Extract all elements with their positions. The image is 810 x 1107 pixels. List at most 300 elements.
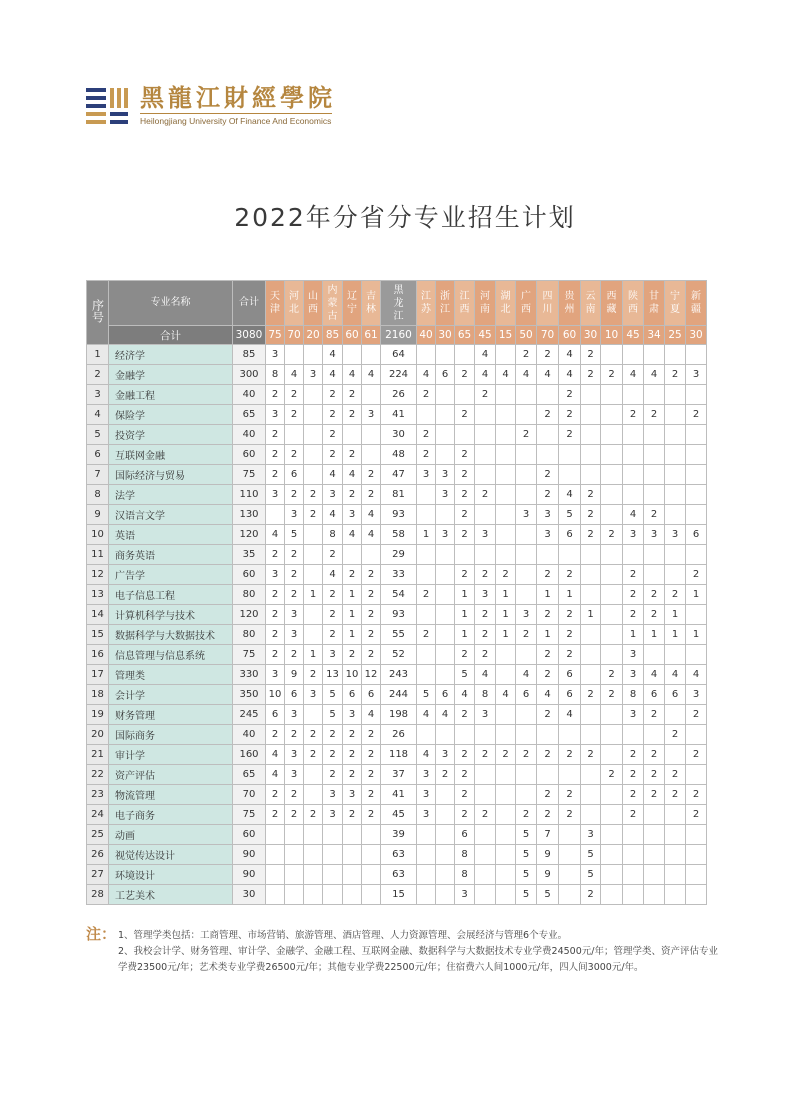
quota-cell: 3 bbox=[343, 785, 362, 805]
quota-cell bbox=[285, 345, 304, 365]
quota-cell: 2 bbox=[559, 565, 581, 585]
quota-cell: 2 bbox=[343, 805, 362, 825]
quota-cell: 2 bbox=[266, 605, 285, 625]
quota-cell: 4 bbox=[665, 665, 686, 685]
quota-cell: 2 bbox=[323, 425, 343, 445]
quota-cell: 5 bbox=[323, 705, 343, 725]
quota-cell bbox=[686, 425, 707, 445]
quota-cell: 5 bbox=[581, 865, 601, 885]
quota-cell bbox=[686, 345, 707, 365]
quota-cell bbox=[601, 645, 623, 665]
quota-cell: 30 bbox=[381, 425, 417, 445]
quota-cell bbox=[644, 825, 665, 845]
table-row bbox=[87, 805, 707, 825]
major-name: 计算机科学与技术 bbox=[109, 605, 233, 625]
quota-cell bbox=[436, 785, 455, 805]
province-header: 贵州 bbox=[559, 281, 581, 326]
quota-cell: 2 bbox=[537, 645, 559, 665]
quota-cell: 6 bbox=[285, 465, 304, 485]
row-number: 15 bbox=[87, 625, 109, 645]
quota-cell bbox=[581, 405, 601, 425]
quota-cell: 3 bbox=[266, 665, 285, 685]
quota-cell: 2 bbox=[537, 665, 559, 685]
major-total: 245 bbox=[233, 705, 266, 725]
province-header: 广西 bbox=[516, 281, 537, 326]
quota-cell: 1 bbox=[581, 605, 601, 625]
quota-cell: 3 bbox=[475, 525, 496, 545]
quota-cell bbox=[436, 505, 455, 525]
province-header: 河北 bbox=[285, 281, 304, 326]
row-number: 2 bbox=[87, 365, 109, 385]
quota-cell bbox=[436, 605, 455, 625]
quota-cell: 2 bbox=[323, 585, 343, 605]
quota-cell bbox=[516, 785, 537, 805]
major-name: 法学 bbox=[109, 485, 233, 505]
quota-cell bbox=[686, 465, 707, 485]
quota-cell: 55 bbox=[381, 625, 417, 645]
quota-cell: 2 bbox=[343, 645, 362, 665]
quota-cell bbox=[417, 405, 436, 425]
quota-cell bbox=[436, 725, 455, 745]
major-header: 专业名称 bbox=[109, 281, 233, 326]
major-name: 互联网金融 bbox=[109, 445, 233, 465]
quota-cell bbox=[665, 825, 686, 845]
quota-cell: 1 bbox=[343, 625, 362, 645]
quota-cell bbox=[304, 405, 323, 425]
quota-cell: 4 bbox=[475, 345, 496, 365]
quota-cell bbox=[475, 725, 496, 745]
quota-cell bbox=[601, 445, 623, 465]
quota-cell: 81 bbox=[381, 485, 417, 505]
quota-cell: 3 bbox=[623, 665, 644, 685]
quota-cell bbox=[516, 405, 537, 425]
quota-cell: 4 bbox=[323, 465, 343, 485]
major-total: 85 bbox=[233, 345, 266, 365]
quota-cell bbox=[285, 885, 304, 905]
province-header: 黑龙江 bbox=[381, 281, 417, 326]
province-total: 34 bbox=[644, 326, 665, 345]
row-number: 11 bbox=[87, 545, 109, 565]
province-header: 云南 bbox=[581, 281, 601, 326]
row-number: 14 bbox=[87, 605, 109, 625]
quota-cell: 2 bbox=[362, 785, 381, 805]
quota-cell: 4 bbox=[537, 685, 559, 705]
quota-cell: 2 bbox=[455, 705, 475, 725]
quota-cell bbox=[417, 605, 436, 625]
quota-cell: 3 bbox=[285, 505, 304, 525]
quota-cell: 2 bbox=[266, 785, 285, 805]
province-total: 60 bbox=[343, 326, 362, 345]
quota-cell bbox=[581, 805, 601, 825]
quota-cell bbox=[362, 385, 381, 405]
province-header: 四川 bbox=[537, 281, 559, 326]
quota-cell bbox=[436, 845, 455, 865]
quota-cell: 2 bbox=[581, 505, 601, 525]
quota-cell bbox=[343, 825, 362, 845]
quota-cell: 2 bbox=[343, 445, 362, 465]
quota-cell bbox=[496, 765, 516, 785]
quota-cell bbox=[537, 425, 559, 445]
row-number: 3 bbox=[87, 385, 109, 405]
quota-cell: 3 bbox=[266, 565, 285, 585]
quota-cell: 58 bbox=[381, 525, 417, 545]
quota-cell bbox=[496, 485, 516, 505]
major-total: 120 bbox=[233, 525, 266, 545]
quota-cell: 3 bbox=[475, 585, 496, 605]
row-number: 1 bbox=[87, 345, 109, 365]
quota-cell bbox=[601, 825, 623, 845]
quota-cell bbox=[665, 385, 686, 405]
quota-cell: 7 bbox=[537, 825, 559, 845]
quota-cell bbox=[455, 545, 475, 565]
quota-cell bbox=[496, 665, 516, 685]
notes-label: 注： bbox=[86, 925, 117, 943]
quota-cell: 4 bbox=[623, 505, 644, 525]
logo-chinese-name: 黑龍江財經學院 bbox=[140, 83, 336, 112]
quota-cell bbox=[665, 485, 686, 505]
quota-cell bbox=[581, 785, 601, 805]
quota-cell bbox=[601, 465, 623, 485]
total-row-sum: 3080 bbox=[233, 326, 266, 345]
quota-cell: 3 bbox=[417, 465, 436, 485]
quota-cell: 2 bbox=[362, 805, 381, 825]
province-total: 40 bbox=[417, 326, 436, 345]
quota-cell bbox=[475, 445, 496, 465]
quota-cell bbox=[436, 645, 455, 665]
quota-cell: 2 bbox=[686, 565, 707, 585]
quota-cell: 3 bbox=[285, 765, 304, 785]
quota-cell: 2 bbox=[362, 565, 381, 585]
major-name: 汉语言文学 bbox=[109, 505, 233, 525]
major-name: 环境设计 bbox=[109, 865, 233, 885]
quota-cell bbox=[496, 345, 516, 365]
quota-cell bbox=[455, 425, 475, 445]
table-row bbox=[87, 425, 707, 445]
quota-cell: 93 bbox=[381, 605, 417, 625]
quota-cell: 6 bbox=[559, 685, 581, 705]
quota-cell: 4 bbox=[417, 365, 436, 385]
quota-cell: 2 bbox=[623, 745, 644, 765]
quota-cell: 3 bbox=[475, 705, 496, 725]
province-total: 75 bbox=[266, 326, 285, 345]
quota-cell bbox=[496, 445, 516, 465]
quota-cell bbox=[686, 725, 707, 745]
quota-cell: 2 bbox=[323, 545, 343, 565]
quota-cell bbox=[644, 725, 665, 745]
quota-cell: 1 bbox=[537, 585, 559, 605]
quota-cell: 2 bbox=[686, 405, 707, 425]
quota-cell: 5 bbox=[559, 505, 581, 525]
quota-cell: 2 bbox=[537, 405, 559, 425]
quota-cell bbox=[436, 625, 455, 645]
quota-cell: 2 bbox=[417, 385, 436, 405]
quota-cell bbox=[516, 705, 537, 725]
quota-cell bbox=[475, 785, 496, 805]
quota-cell: 2 bbox=[285, 805, 304, 825]
quota-cell bbox=[601, 785, 623, 805]
quota-cell bbox=[559, 845, 581, 865]
quota-cell bbox=[304, 785, 323, 805]
quota-cell: 2 bbox=[623, 805, 644, 825]
quota-cell: 5 bbox=[516, 845, 537, 865]
quota-cell: 2 bbox=[581, 365, 601, 385]
quota-cell: 6 bbox=[665, 685, 686, 705]
quota-cell: 2 bbox=[559, 405, 581, 425]
table-row bbox=[87, 525, 707, 545]
quota-cell: 2 bbox=[665, 785, 686, 805]
quota-cell bbox=[496, 545, 516, 565]
quota-cell: 3 bbox=[665, 525, 686, 545]
major-name: 管理类 bbox=[109, 665, 233, 685]
quota-cell: 4 bbox=[455, 685, 475, 705]
quota-cell: 2 bbox=[323, 385, 343, 405]
quota-cell: 2 bbox=[475, 385, 496, 405]
quota-cell bbox=[266, 845, 285, 865]
table-row bbox=[87, 625, 707, 645]
quota-cell: 2 bbox=[686, 785, 707, 805]
major-name: 投资学 bbox=[109, 425, 233, 445]
quota-cell: 2 bbox=[285, 545, 304, 565]
quota-cell: 2 bbox=[559, 785, 581, 805]
major-name: 国际商务 bbox=[109, 725, 233, 745]
major-total: 90 bbox=[233, 845, 266, 865]
quota-cell bbox=[601, 565, 623, 585]
quota-cell: 2 bbox=[266, 545, 285, 565]
row-number: 17 bbox=[87, 665, 109, 685]
quota-cell: 2 bbox=[417, 445, 436, 465]
quota-cell bbox=[686, 645, 707, 665]
quota-cell bbox=[581, 565, 601, 585]
quota-cell bbox=[665, 425, 686, 445]
quota-cell bbox=[581, 665, 601, 685]
quota-cell bbox=[304, 765, 323, 785]
quota-cell: 2 bbox=[304, 745, 323, 765]
quota-cell: 4 bbox=[323, 505, 343, 525]
quota-cell: 3 bbox=[455, 885, 475, 905]
quota-cell: 47 bbox=[381, 465, 417, 485]
quota-cell: 1 bbox=[455, 585, 475, 605]
major-total: 350 bbox=[233, 685, 266, 705]
quota-cell bbox=[496, 725, 516, 745]
quota-cell: 4 bbox=[475, 365, 496, 385]
major-total: 75 bbox=[233, 805, 266, 825]
quota-cell: 4 bbox=[537, 365, 559, 385]
quota-cell bbox=[304, 885, 323, 905]
quota-cell bbox=[601, 485, 623, 505]
quota-cell bbox=[362, 885, 381, 905]
page-title: 2022年分省分专业招生计划 bbox=[234, 203, 576, 232]
table-row bbox=[87, 585, 707, 605]
major-total: 80 bbox=[233, 625, 266, 645]
quota-cell: 9 bbox=[285, 665, 304, 685]
quota-cell bbox=[304, 565, 323, 585]
quota-cell: 6 bbox=[343, 685, 362, 705]
quota-cell: 2 bbox=[475, 645, 496, 665]
quota-cell: 2 bbox=[475, 805, 496, 825]
quota-cell bbox=[665, 465, 686, 485]
quota-cell bbox=[581, 625, 601, 645]
major-name: 经济学 bbox=[109, 345, 233, 365]
quota-cell: 2 bbox=[537, 345, 559, 365]
quota-cell: 3 bbox=[436, 745, 455, 765]
major-name: 审计学 bbox=[109, 745, 233, 765]
major-name: 资产评估 bbox=[109, 765, 233, 785]
quota-cell: 3 bbox=[323, 805, 343, 825]
quota-cell: 2 bbox=[623, 605, 644, 625]
quota-cell: 5 bbox=[581, 845, 601, 865]
province-total: 20 bbox=[304, 326, 323, 345]
row-number: 6 bbox=[87, 445, 109, 465]
quota-cell: 2 bbox=[285, 585, 304, 605]
quota-cell bbox=[686, 825, 707, 845]
table-row bbox=[87, 645, 707, 665]
quota-cell bbox=[362, 345, 381, 365]
quota-cell: 2 bbox=[455, 565, 475, 585]
quota-cell bbox=[417, 845, 436, 865]
quota-cell bbox=[304, 345, 323, 365]
quota-cell: 3 bbox=[417, 805, 436, 825]
quota-cell bbox=[304, 525, 323, 545]
quota-cell: 2 bbox=[623, 765, 644, 785]
province-total: 30 bbox=[686, 326, 707, 345]
quota-cell bbox=[436, 865, 455, 885]
quota-cell: 1 bbox=[304, 645, 323, 665]
row-number: 8 bbox=[87, 485, 109, 505]
quota-cell bbox=[623, 385, 644, 405]
quota-cell: 8 bbox=[266, 365, 285, 385]
quota-cell: 2 bbox=[601, 665, 623, 685]
quota-cell bbox=[475, 545, 496, 565]
quota-cell: 3 bbox=[304, 365, 323, 385]
quota-cell bbox=[644, 645, 665, 665]
quota-cell bbox=[362, 545, 381, 565]
quota-cell bbox=[581, 465, 601, 485]
quota-cell bbox=[665, 705, 686, 725]
quota-cell: 3 bbox=[266, 405, 285, 425]
major-name: 国际经济与贸易 bbox=[109, 465, 233, 485]
quota-cell: 3 bbox=[623, 645, 644, 665]
quota-cell: 2 bbox=[362, 725, 381, 745]
quota-cell bbox=[581, 385, 601, 405]
quota-cell: 5 bbox=[285, 525, 304, 545]
quota-cell bbox=[516, 485, 537, 505]
quota-cell bbox=[362, 865, 381, 885]
quota-cell bbox=[436, 405, 455, 425]
quota-cell: 4 bbox=[559, 705, 581, 725]
major-total: 70 bbox=[233, 785, 266, 805]
total-header: 合计 bbox=[233, 281, 266, 326]
quota-cell bbox=[455, 725, 475, 745]
table-row bbox=[87, 565, 707, 585]
quota-cell bbox=[686, 485, 707, 505]
quota-cell bbox=[436, 345, 455, 365]
quota-cell: 4 bbox=[362, 525, 381, 545]
quota-cell: 2 bbox=[304, 665, 323, 685]
quota-cell: 2 bbox=[362, 765, 381, 785]
quota-cell bbox=[516, 645, 537, 665]
quota-cell: 2 bbox=[362, 745, 381, 765]
quota-cell: 4 bbox=[623, 365, 644, 385]
quota-cell bbox=[665, 845, 686, 865]
province-total: 61 bbox=[362, 326, 381, 345]
quota-cell: 2 bbox=[343, 385, 362, 405]
table-row bbox=[87, 485, 707, 505]
note-line-2: 2、我校会计学、财务管理、审计学、金融学、金融工程、互联网金融、数据科学与大数据技术专业学费24500元/年；管理学类、资产评估专业学费23500元/年；艺术类专业学费26500元/年；其他专业学费22500元/年；住宿费六人间1000元/年，四人间3000元/年。 bbox=[118, 946, 718, 973]
quota-cell bbox=[581, 725, 601, 745]
table-row bbox=[87, 505, 707, 525]
quota-cell: 4 bbox=[686, 665, 707, 685]
quota-cell: 41 bbox=[381, 405, 417, 425]
quota-cell bbox=[475, 505, 496, 525]
province-total: 2160 bbox=[381, 326, 417, 345]
quota-cell: 1 bbox=[343, 585, 362, 605]
quota-cell bbox=[516, 525, 537, 545]
quota-cell: 2 bbox=[686, 745, 707, 765]
quota-cell bbox=[304, 825, 323, 845]
quota-cell: 2 bbox=[285, 385, 304, 405]
quota-cell bbox=[496, 825, 516, 845]
quota-cell bbox=[343, 885, 362, 905]
major-name: 金融学 bbox=[109, 365, 233, 385]
quota-cell: 8 bbox=[323, 525, 343, 545]
quota-cell: 3 bbox=[436, 485, 455, 505]
quota-cell: 2 bbox=[537, 705, 559, 725]
quota-cell bbox=[343, 845, 362, 865]
quota-cell: 3 bbox=[581, 825, 601, 845]
quota-cell: 41 bbox=[381, 785, 417, 805]
quota-cell: 2 bbox=[537, 785, 559, 805]
quota-cell: 5 bbox=[417, 685, 436, 705]
province-total: 10 bbox=[601, 326, 623, 345]
quota-cell: 6 bbox=[285, 685, 304, 705]
quota-cell: 3 bbox=[417, 765, 436, 785]
province-header: 甘肃 bbox=[644, 281, 665, 326]
quota-cell: 3 bbox=[537, 505, 559, 525]
quota-cell: 2 bbox=[581, 745, 601, 765]
row-number: 7 bbox=[87, 465, 109, 485]
quota-cell: 4 bbox=[285, 365, 304, 385]
quota-cell: 2 bbox=[362, 625, 381, 645]
quota-cell: 8 bbox=[475, 685, 496, 705]
quota-cell bbox=[623, 345, 644, 365]
table-row bbox=[87, 765, 707, 785]
quota-cell: 3 bbox=[537, 525, 559, 545]
quota-cell bbox=[343, 865, 362, 885]
major-total: 75 bbox=[233, 645, 266, 665]
row-number: 10 bbox=[87, 525, 109, 545]
quota-cell: 3 bbox=[285, 705, 304, 725]
quota-cell: 1 bbox=[496, 605, 516, 625]
major-total: 30 bbox=[233, 885, 266, 905]
quota-cell bbox=[644, 865, 665, 885]
quota-cell: 2 bbox=[455, 485, 475, 505]
quota-cell: 2 bbox=[266, 385, 285, 405]
quota-cell: 2 bbox=[323, 745, 343, 765]
quota-cell: 2 bbox=[537, 565, 559, 585]
quota-cell: 2 bbox=[559, 425, 581, 445]
quota-cell bbox=[623, 865, 644, 885]
quota-cell: 2 bbox=[362, 465, 381, 485]
school-emblem-icon bbox=[86, 82, 132, 128]
quota-cell: 2 bbox=[266, 425, 285, 445]
quota-cell bbox=[304, 705, 323, 725]
quota-cell: 2 bbox=[644, 505, 665, 525]
major-total: 330 bbox=[233, 665, 266, 685]
quota-cell bbox=[475, 825, 496, 845]
quota-cell bbox=[475, 405, 496, 425]
quota-cell: 2 bbox=[665, 585, 686, 605]
quota-cell: 4 bbox=[343, 525, 362, 545]
